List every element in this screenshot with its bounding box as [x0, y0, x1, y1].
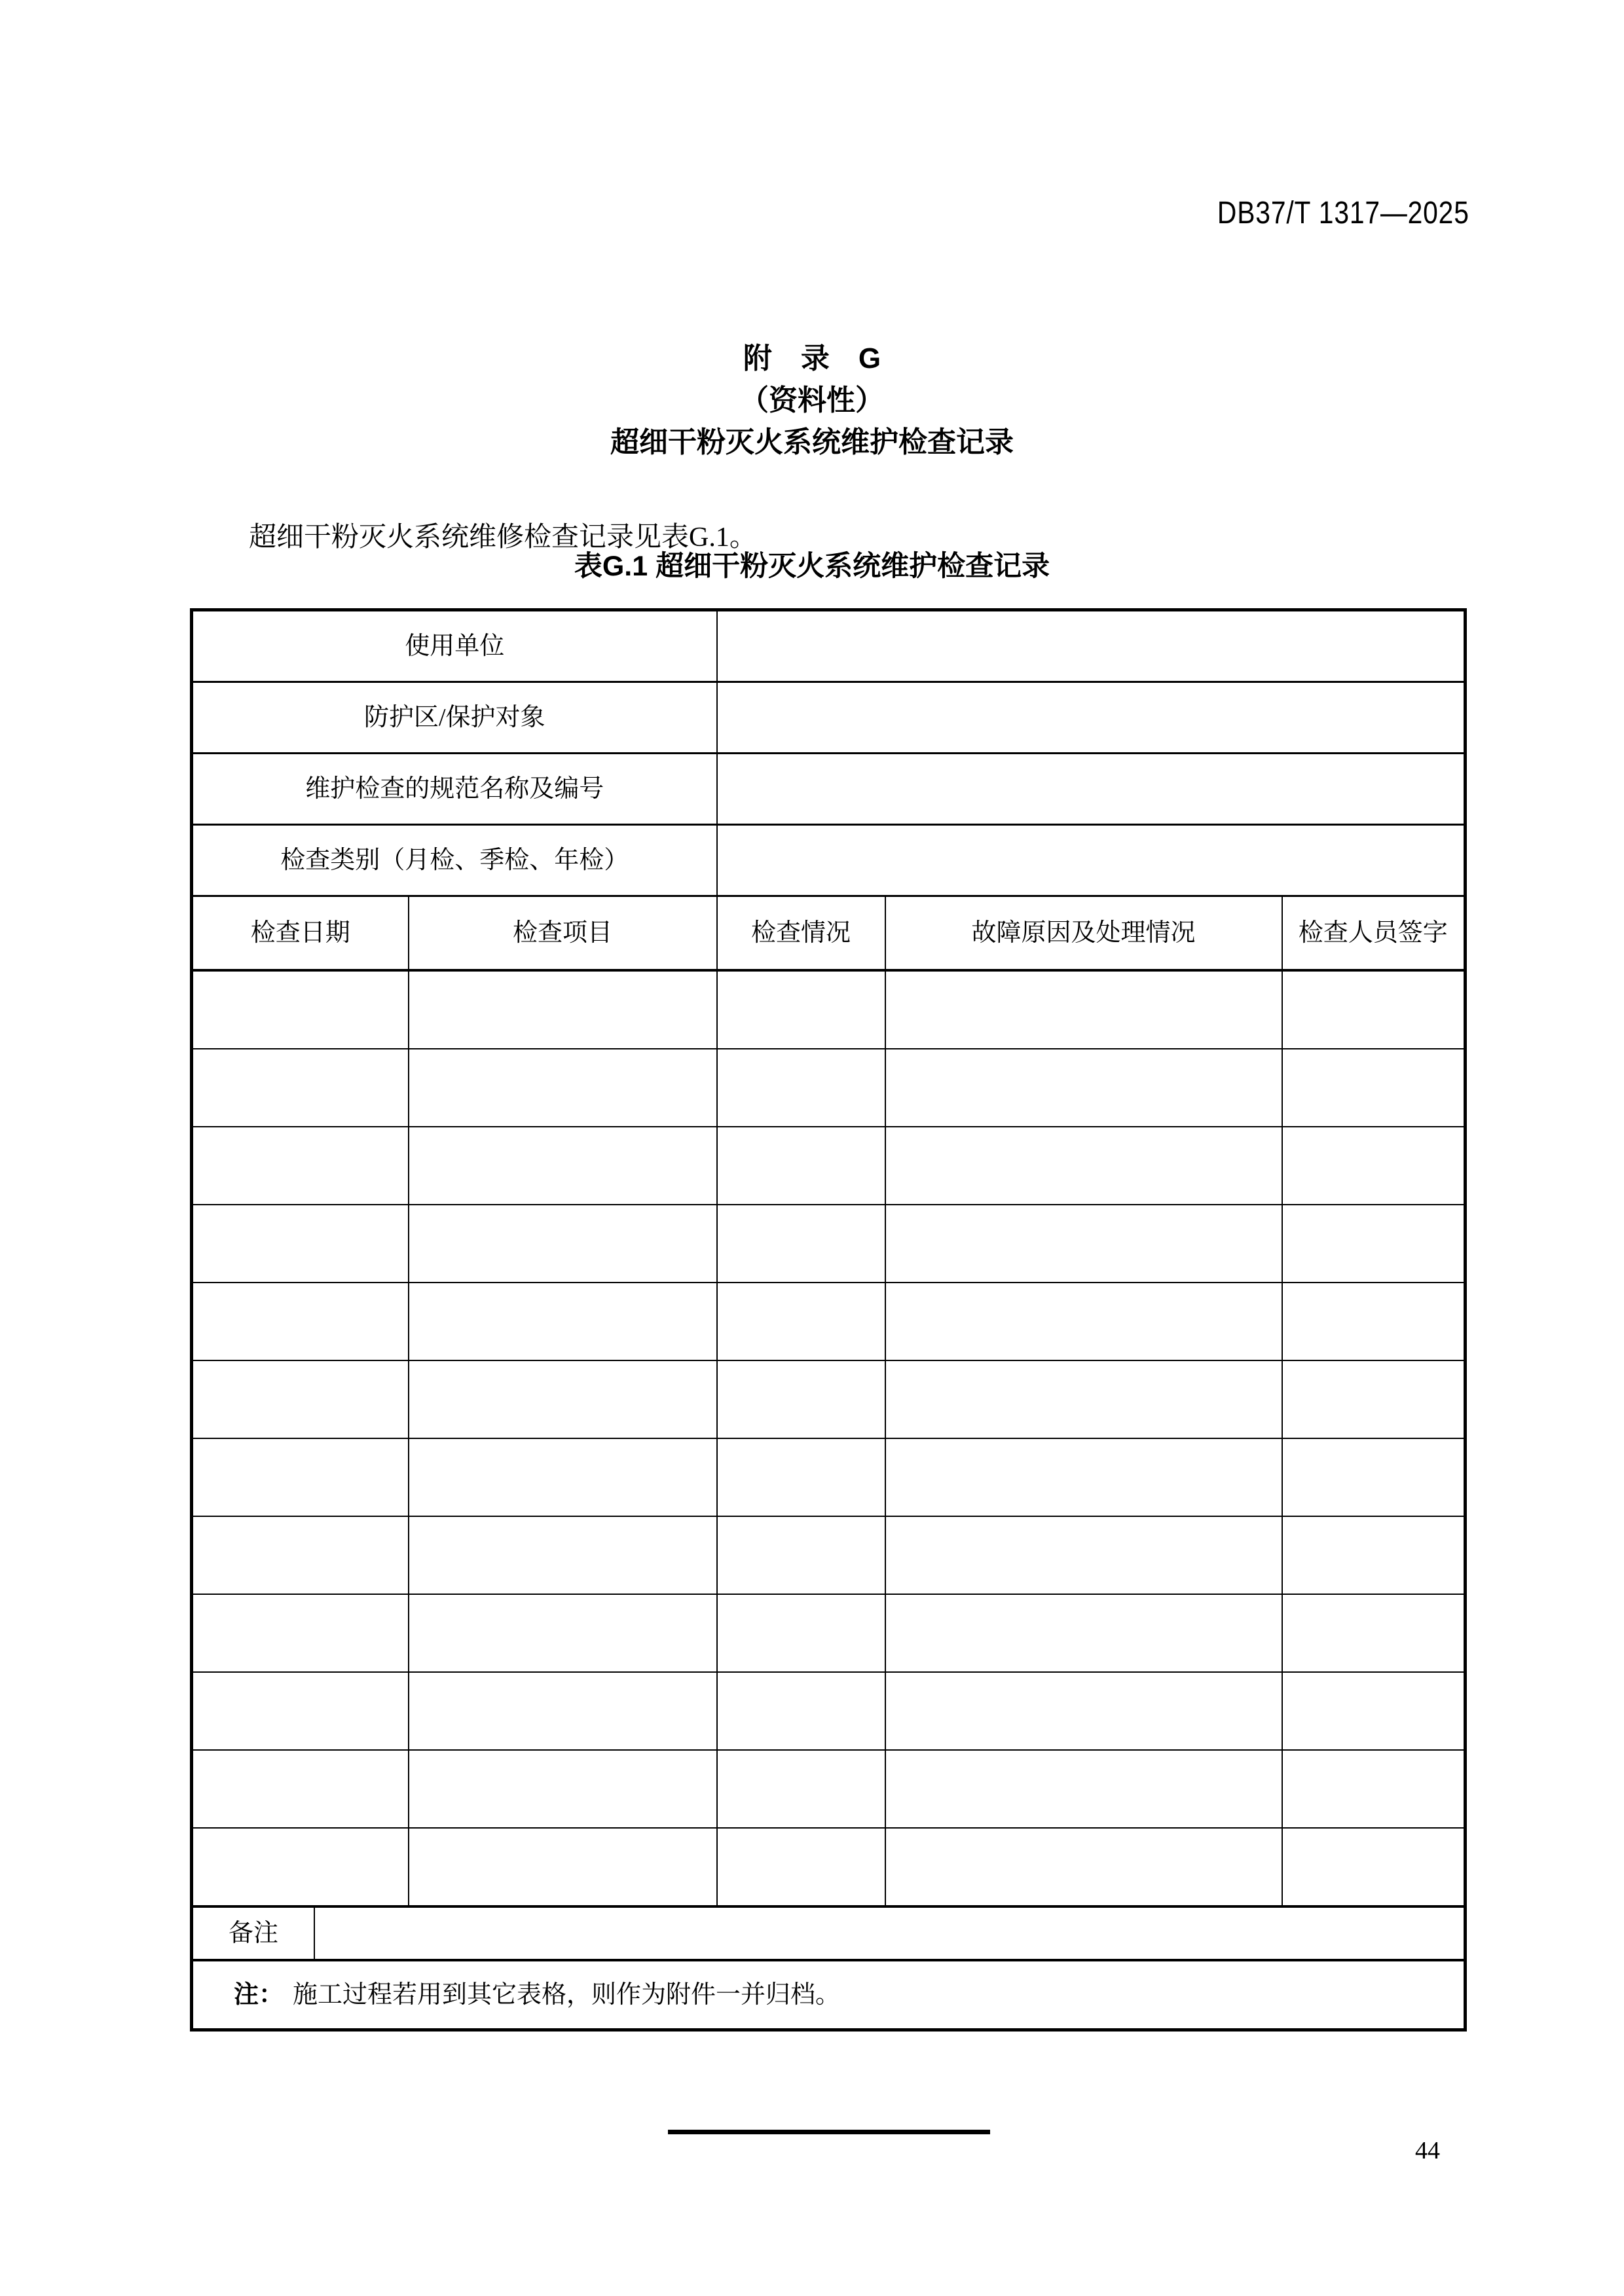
record-cell	[717, 1205, 885, 1283]
record-cell	[409, 1594, 717, 1672]
record-row	[192, 1672, 1466, 1750]
record-cell	[192, 1283, 409, 1360]
record-cell	[409, 1438, 717, 1516]
record-cell	[717, 970, 885, 1049]
record-cell	[409, 970, 717, 1049]
info-label-cell: 防护区/保护对象	[192, 682, 717, 754]
record-cell	[885, 1127, 1282, 1205]
record-row	[192, 1750, 1466, 1828]
info-label-cell: 维护检查的规范名称及编号	[192, 754, 717, 825]
record-cell	[409, 1516, 717, 1594]
record-cell	[885, 970, 1282, 1049]
record-cell	[1282, 1516, 1466, 1594]
page-number: 44	[1415, 2137, 1440, 2164]
record-cell	[1282, 1049, 1466, 1127]
record-row	[192, 1516, 1466, 1594]
record-cell	[192, 1049, 409, 1127]
record-row	[192, 1049, 1466, 1127]
column-header-cell: 故障原因及处理情况	[885, 896, 1282, 971]
record-cell	[885, 1828, 1282, 1906]
record-cell	[192, 1516, 409, 1594]
record-row	[192, 1594, 1466, 1672]
record-cell	[717, 1594, 885, 1672]
info-row	[192, 610, 1466, 682]
record-row	[192, 1360, 1466, 1438]
record-cell	[409, 1828, 717, 1906]
record-cell	[885, 1672, 1282, 1750]
footer-divider	[668, 2130, 990, 2134]
note-label: 注：	[234, 1981, 284, 2009]
record-cell	[1282, 1750, 1466, 1828]
record-row	[192, 1438, 1466, 1516]
info-value-cell	[717, 754, 1466, 825]
record-cell	[192, 1594, 409, 1672]
record-cell	[717, 1750, 885, 1828]
record-cell	[409, 1283, 717, 1360]
column-header-cell: 检查项目	[409, 896, 717, 971]
record-cell	[717, 1049, 885, 1127]
record-cell	[192, 1205, 409, 1283]
record-cell	[717, 1516, 885, 1594]
info-row	[192, 754, 1466, 825]
record-cell	[409, 1049, 717, 1127]
info-label-cell: 检查类别（月检、季检、年检）	[192, 825, 717, 896]
standard-code: DB37/T 1317—2025	[1217, 196, 1469, 230]
info-label-cell: 使用单位	[192, 610, 717, 682]
record-cell	[885, 1750, 1282, 1828]
record-cell	[192, 1672, 409, 1750]
record-cell	[885, 1516, 1282, 1594]
record-cell	[717, 1438, 885, 1516]
column-header-cell: 检查情况	[717, 896, 885, 971]
record-cell	[192, 1828, 409, 1906]
record-cell	[717, 1283, 885, 1360]
info-value-cell	[717, 610, 1466, 682]
record-row	[192, 1283, 1466, 1360]
record-cell	[717, 1360, 885, 1438]
record-row	[192, 1205, 1466, 1283]
maintenance-record-table	[190, 608, 1467, 2032]
record-cell	[885, 1283, 1282, 1360]
info-row	[192, 825, 1466, 896]
record-cell	[409, 1205, 717, 1283]
record-cell	[192, 1438, 409, 1516]
info-value-cell	[717, 682, 1466, 754]
record-cell	[717, 1672, 885, 1750]
record-cell	[885, 1360, 1282, 1438]
record-row	[192, 1127, 1466, 1205]
record-cell	[192, 1750, 409, 1828]
record-cell	[409, 1750, 717, 1828]
remark-row	[192, 1906, 1466, 1960]
appendix-classification: （资料性）	[740, 384, 884, 416]
record-cell	[1282, 1672, 1466, 1750]
record-cell	[409, 1360, 717, 1438]
record-cell	[885, 1049, 1282, 1127]
record-cell	[192, 1360, 409, 1438]
remark-label-cell: 备注	[193, 1908, 315, 1959]
record-cell	[192, 1127, 409, 1205]
record-cell	[1282, 1283, 1466, 1360]
record-cell	[1282, 1828, 1466, 1906]
column-header-cell: 检查日期	[192, 896, 409, 971]
record-cell	[717, 1127, 885, 1205]
table-caption: 表G.1 超细干粉灭火系统维护检查记录	[574, 551, 1050, 582]
note-cell	[192, 1960, 1466, 2030]
record-cell	[885, 1594, 1282, 1672]
record-cell	[1282, 1127, 1466, 1205]
record-cell	[885, 1205, 1282, 1283]
record-row	[192, 1828, 1466, 1906]
column-header-cell: 检查人员签字	[1282, 896, 1466, 971]
record-cell	[717, 1828, 885, 1906]
note-row	[192, 1960, 1466, 2030]
appendix-label: 附 录 G	[743, 342, 881, 374]
record-cell	[1282, 1360, 1466, 1438]
note-text: 施工过程若用到其它表格，则作为附件一并归档。	[293, 1981, 841, 2009]
info-row	[192, 682, 1466, 754]
record-cell	[409, 1127, 717, 1205]
intro-paragraph: 超细干粉灭火系统维修检查记录见表G.1。	[249, 522, 757, 553]
record-row	[192, 970, 1466, 1049]
record-cell	[1282, 1205, 1466, 1283]
record-cell	[1282, 1594, 1466, 1672]
remark-value-cell	[315, 1908, 1464, 1959]
record-cell	[192, 970, 409, 1049]
record-cell	[409, 1672, 717, 1750]
table-header-row	[192, 896, 1466, 971]
info-value-cell	[717, 825, 1466, 896]
record-cell	[1282, 1438, 1466, 1516]
record-cell	[1282, 970, 1466, 1049]
record-cell	[885, 1438, 1282, 1516]
appendix-title: 超细干粉灭火系统维护检查记录	[610, 426, 1014, 458]
